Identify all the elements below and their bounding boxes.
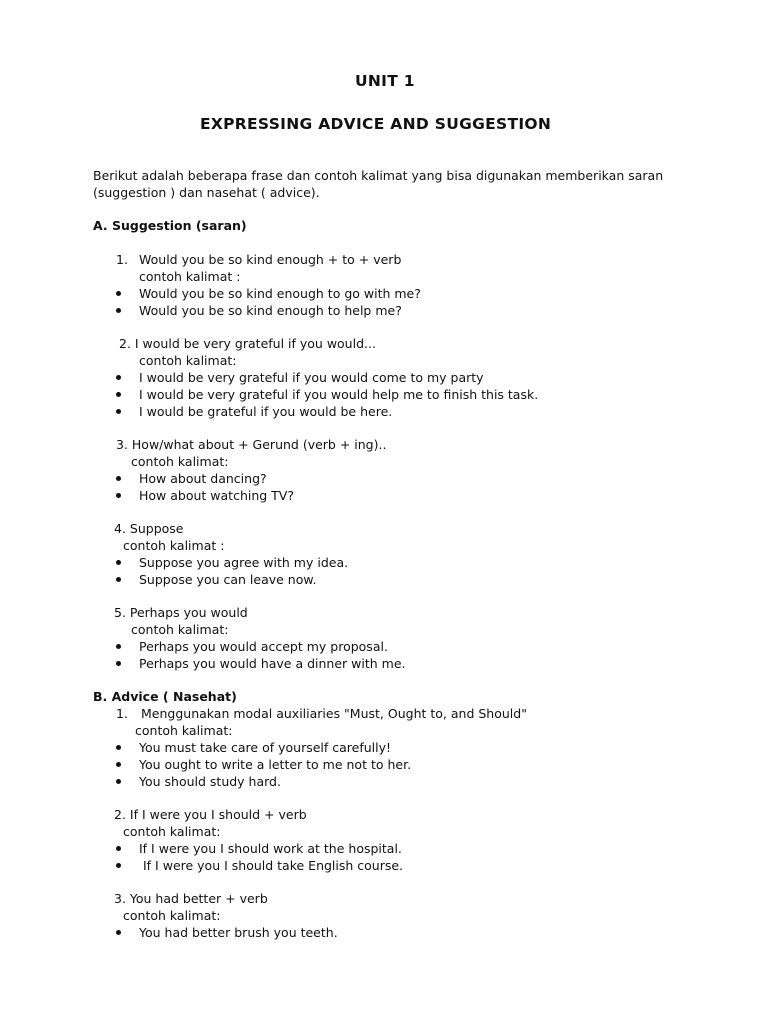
example-label: contoh kalimat: (135, 723, 233, 738)
section-a-heading: A. Suggestion (saran) (93, 218, 247, 233)
unit-title: UNIT 1 (355, 72, 415, 90)
item-title: Menggunakan modal auxiliaries "Must, Ought to, and Should" (141, 706, 527, 721)
item-title: 3. How/what about + Gerund (verb + ing).. (116, 437, 387, 452)
item-title: 5. Perhaps you would (114, 605, 248, 620)
bullet-icon (116, 846, 121, 851)
intro-line-2: (suggestion ) dan nasehat ( advice). (93, 185, 320, 200)
example-sentence: Suppose you agree with my idea. (139, 555, 349, 570)
example-sentence: Would you be so kind enough to go with me? (139, 286, 421, 301)
example-sentence: How about watching TV? (139, 488, 294, 503)
example-sentence: How about dancing? (139, 471, 267, 486)
example-sentence: You ought to write a letter to me not to her. (139, 757, 412, 772)
example-label: contoh kalimat : (139, 269, 241, 284)
bullet-icon (116, 560, 121, 565)
example-label: contoh kalimat : (123, 538, 225, 553)
example-sentence: If I were you I should work at the hospital. (139, 841, 402, 856)
example-sentence: You should study hard. (139, 774, 281, 789)
example-sentence: I would be very grateful if you would come to my party (139, 370, 484, 385)
item-title: Would you be so kind enough + to + verb (139, 252, 402, 267)
example-label: contoh kalimat: (123, 824, 221, 839)
bullet-icon (116, 392, 121, 397)
item-number: 1. (116, 706, 128, 721)
item-title: 4. Suppose (114, 521, 184, 536)
bullet-icon (116, 476, 121, 481)
example-sentence: You must take care of yourself carefully! (139, 740, 392, 755)
example-sentence: Suppose you can leave now. (139, 572, 317, 587)
bullet-icon (116, 779, 121, 784)
example-sentence: Would you be so kind enough to help me? (139, 303, 402, 318)
example-sentence: I would be grateful if you would be here. (139, 404, 393, 419)
example-label: contoh kalimat: (123, 908, 221, 923)
bullet-icon (116, 409, 121, 414)
bullet-icon (116, 930, 121, 935)
example-sentence: If I were you I should take English course. (143, 858, 404, 873)
example-label: contoh kalimat: (131, 622, 229, 637)
bullet-icon (116, 644, 121, 649)
example-label: contoh kalimat: (139, 353, 237, 368)
bullet-icon (116, 493, 121, 498)
item-number: 1. (116, 252, 128, 267)
main-title: EXPRESSING ADVICE AND SUGGESTION (200, 115, 552, 133)
bullet-icon (116, 661, 121, 666)
bullet-icon (116, 577, 121, 582)
bullet-icon (116, 375, 121, 380)
item-title: 2. I would be very grateful if you would... (119, 336, 376, 351)
example-label: contoh kalimat: (131, 454, 229, 469)
item-title: 3. You had better + verb (114, 891, 268, 906)
bullet-icon (116, 863, 121, 868)
bullet-icon (116, 762, 121, 767)
bullet-icon (116, 291, 121, 296)
example-sentence: Perhaps you would accept my proposal. (139, 639, 388, 654)
example-sentence: Perhaps you would have a dinner with me. (139, 656, 406, 671)
section-b-heading: B. Advice ( Nasehat) (93, 689, 237, 704)
item-title: 2. If I were you I should + verb (114, 807, 307, 822)
bullet-icon (116, 308, 121, 313)
example-sentence: You had better brush you teeth. (139, 925, 338, 940)
bullet-icon (116, 745, 121, 750)
example-sentence: I would be very grateful if you would help me to finish this task. (139, 387, 539, 402)
intro-line-1: Berikut adalah beberapa frase dan contoh kalimat yang bisa digunakan memberikan saran (93, 168, 664, 183)
